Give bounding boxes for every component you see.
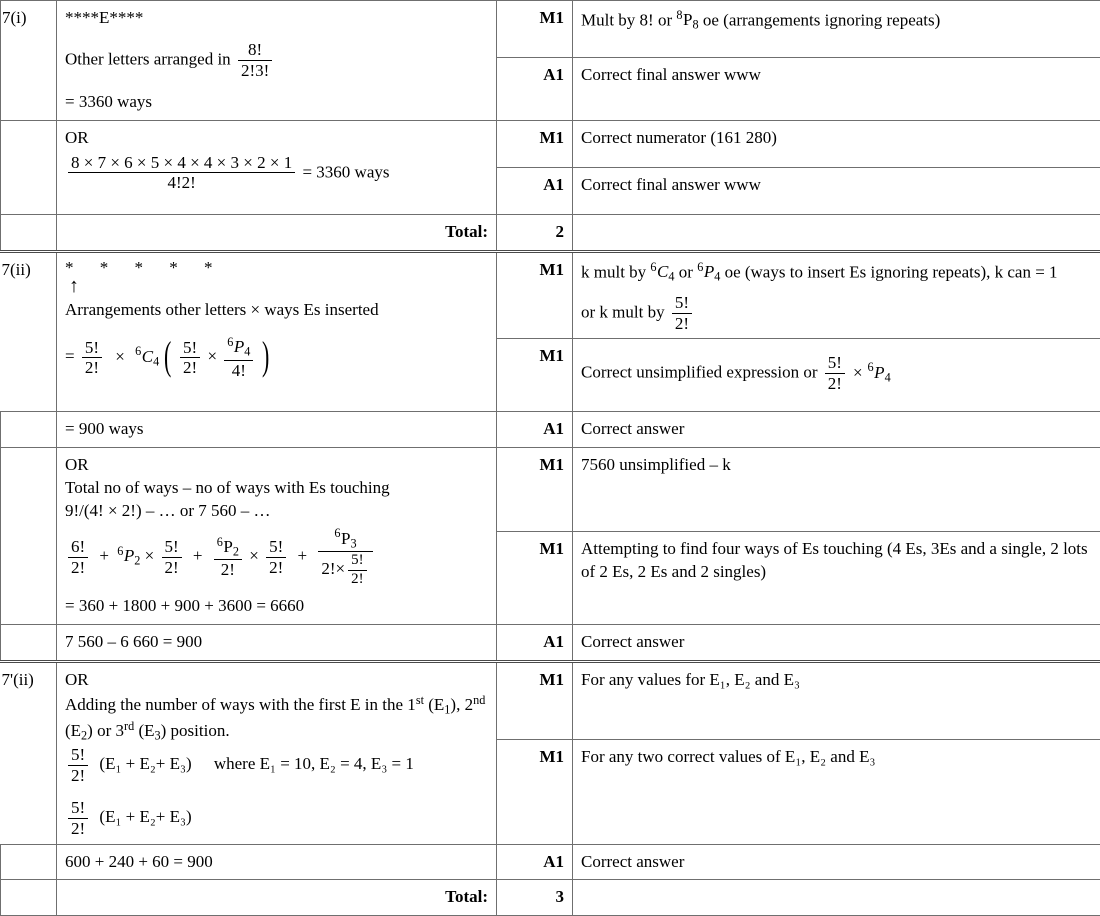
working-cell bbox=[57, 251, 497, 412]
table-row-total bbox=[1, 214, 1100, 251]
fraction: $\frac{5!}{2!}$ bbox=[180, 339, 200, 378]
working-result: = 3360 ways bbox=[65, 91, 488, 114]
table-row bbox=[1, 662, 1100, 739]
table-row bbox=[1, 448, 1100, 532]
table-row-total bbox=[1, 880, 1100, 916]
question-label-cell-empty bbox=[1, 214, 57, 251]
fraction-nested: $^6P_3$ 2!× $\frac{5!}{2!}$ bbox=[318, 527, 372, 587]
working-expression-1 bbox=[65, 746, 488, 785]
working-sum: = 360 + 1800 + 900 + 3600 = 6660 bbox=[65, 595, 488, 618]
working-cell bbox=[57, 1, 497, 121]
question-label-cell bbox=[1, 1, 57, 121]
question-label-cell bbox=[1, 251, 57, 412]
note-line-1: k mult by $^6C_4$ or $^6P_4$ oe (ways to insert Es ignoring repeats), k can = 1 bbox=[581, 259, 1092, 285]
or-label: OR bbox=[65, 669, 488, 692]
working-cell bbox=[57, 412, 497, 448]
question-label-cell-empty bbox=[1, 880, 57, 916]
open-paren: ( bbox=[164, 344, 171, 369]
permutation-notation: $^6P_2$ bbox=[117, 546, 140, 565]
note-cell: Correct final answer www bbox=[573, 167, 1100, 214]
working-text: Other letters arranged in $\frac{8!}{2!3!}$ bbox=[65, 41, 488, 80]
table-row bbox=[1, 412, 1100, 448]
question-label: 7(i) bbox=[2, 7, 48, 30]
note-cell: 7560 unsimplified – k bbox=[573, 448, 1100, 532]
fraction: $\frac{5!}{2!}$ bbox=[82, 339, 102, 378]
expression-body: (E₁ + E₂+ E₃) bbox=[99, 754, 191, 773]
star-pattern: * * * * * bbox=[65, 259, 488, 278]
working-expression-2 bbox=[65, 799, 488, 838]
note-cell bbox=[573, 339, 1100, 412]
expression-body: (E₁ + E₂+ E₃) bbox=[99, 807, 191, 826]
total-mark: 2 bbox=[497, 214, 573, 251]
working-line-1: Total no of ways – no of ways with Es touching bbox=[65, 477, 488, 500]
note-cell: Correct final answer www bbox=[573, 57, 1100, 120]
working-cell bbox=[57, 120, 497, 214]
fraction: $\frac{6!}{2!}$ bbox=[68, 538, 88, 577]
or-label: OR bbox=[65, 127, 488, 150]
permutation-notation: $^8P_8$ bbox=[676, 10, 698, 29]
working-result: 7 560 – 6 660 = 900 bbox=[65, 631, 488, 654]
fraction-numerator bbox=[224, 336, 253, 361]
fraction: $\frac{5!}{2!}$ bbox=[348, 553, 366, 587]
note-line-2: or k mult by $\frac{5!}{2!}$ bbox=[581, 294, 1092, 333]
working-cell bbox=[57, 448, 497, 625]
fraction: $\frac{5!}{2!}$ bbox=[68, 746, 88, 785]
mark-cell: M1 bbox=[497, 251, 573, 339]
working-result: = 900 ways bbox=[65, 418, 488, 441]
working-cell bbox=[57, 625, 497, 662]
fraction-perm: $\frac{^6P_4}{4!}$ bbox=[224, 336, 253, 379]
permutation-notation: $^6P_4$ bbox=[227, 337, 250, 356]
mark-cell: M1 bbox=[497, 662, 573, 739]
working-line-2: 9!/(4! × 2!) – … or 7 560 – … bbox=[65, 500, 488, 523]
working-text: Arrangements other letters × ways Es inserted bbox=[65, 299, 488, 322]
question-label: 7(ii) bbox=[2, 259, 49, 282]
question-label-cell bbox=[1, 662, 57, 844]
total-label: Total: bbox=[57, 880, 497, 916]
mark-cell: M1 bbox=[497, 532, 573, 625]
table-row bbox=[1, 1, 1100, 58]
note-cell: Correct answer bbox=[573, 412, 1100, 448]
note-cell: For any two correct values of E₁, E₂ and E₃ bbox=[573, 739, 1100, 844]
fraction: $\frac{5!}{2!}$ bbox=[68, 799, 88, 838]
note-cell bbox=[573, 1, 1100, 58]
up-arrow-icon: ↑ bbox=[69, 276, 488, 296]
permutation-notation: $^6P_4$ bbox=[868, 363, 891, 382]
mark-cell: M1 bbox=[497, 1, 573, 58]
working-cell bbox=[57, 844, 497, 880]
note-cell bbox=[573, 880, 1100, 916]
or-label: OR bbox=[65, 454, 488, 477]
working-result: 600 + 240 + 60 = 900 bbox=[65, 851, 488, 874]
question-label-cell-empty bbox=[1, 120, 57, 214]
note-cell: Attempting to find four ways of Es touching (4 Es, 3Es and a single, 2 lots of 2 Es, 2 Es and 2 singles) bbox=[573, 532, 1100, 625]
permutation-notation: $^6P_2$ bbox=[217, 537, 239, 556]
permutation-notation: $^6P_4$ bbox=[697, 262, 720, 281]
mark-cell: M1 bbox=[497, 120, 573, 167]
mark-cell: A1 bbox=[497, 167, 573, 214]
mark-cell: M1 bbox=[497, 339, 573, 412]
note-cell: Correct answer bbox=[573, 844, 1100, 880]
note-text: Mult by 8! or $^8P_8$ oe (arrangements ignoring repeats) bbox=[581, 10, 940, 29]
total-mark: 3 bbox=[497, 880, 573, 916]
note-text: Correct unsimplified expression or $\frac{5!}{2!}$ × $^6P_4$ bbox=[581, 354, 1092, 393]
permutation-notation: $^6P_3$ bbox=[334, 529, 356, 548]
fraction-perm: $\frac{^6P_2}{2!}$ bbox=[214, 536, 242, 579]
question-label-cell-empty bbox=[1, 625, 57, 662]
total-label: Total: bbox=[57, 214, 497, 251]
question-label-cell-empty bbox=[1, 412, 57, 448]
fraction: $\frac{5!}{2!}$ bbox=[825, 354, 845, 393]
fraction: $\frac{8!}{2!3!}$ bbox=[238, 41, 272, 80]
note-cell: Correct numerator (161 280) bbox=[573, 120, 1100, 167]
question-label: 7'(ii) bbox=[2, 669, 49, 692]
working-line-1: Adding the number of ways with the first E in the 1st $(E_1)$, 2nd bbox=[65, 692, 488, 718]
combination-notation: $^6C_4$ bbox=[650, 262, 674, 281]
note-cell bbox=[573, 251, 1100, 339]
mark-cell: A1 bbox=[497, 57, 573, 120]
mark-cell: M1 bbox=[497, 739, 573, 844]
working-expression: = $\frac{5!}{2!}$ × $^6C_4$ ( $\frac{5!}{2!}$ × $\frac{^6P_4}{4!}$ ) bbox=[65, 336, 488, 379]
working-result: = 3360 ways bbox=[302, 162, 389, 181]
note-cell bbox=[573, 214, 1100, 251]
table-row bbox=[1, 120, 1100, 167]
mark-cell: A1 bbox=[497, 412, 573, 448]
table-row bbox=[1, 844, 1100, 880]
close-paren: ) bbox=[262, 344, 269, 369]
mark-cell: M1 bbox=[497, 448, 573, 532]
mark-cell: A1 bbox=[497, 625, 573, 662]
fraction: $\frac{8 \times 7 \times 6 \times 5 \times 4 \times 4 \times 3 \times 2 \times 1}{4!2!}$ bbox=[68, 154, 295, 193]
table-row bbox=[1, 251, 1100, 339]
combination-notation: $^6C_4$ bbox=[135, 347, 159, 366]
working-expression: $\frac{6!}{2!}$ + $^6P_2$ × $\frac{5!}{2!}$ + $\frac{^6P_2}{2!}$ × $\frac{5!}{2!}$ + $^6P_3$ 2!× $\frac{5!}{2!}$ bbox=[65, 527, 488, 587]
star-pattern: ****E**** bbox=[65, 7, 488, 30]
working-expression bbox=[65, 154, 488, 193]
question-label-cell-empty bbox=[1, 448, 57, 625]
table-row bbox=[1, 625, 1100, 662]
question-label-cell-empty bbox=[1, 844, 57, 880]
note-cell: Correct answer bbox=[573, 625, 1100, 662]
expression-where: where E₁ = 10, E₂ = 4, E₃ = 1 bbox=[214, 754, 414, 773]
fraction: $\frac{5!}{2!}$ bbox=[672, 294, 692, 333]
fraction: $\frac{5!}{2!}$ bbox=[266, 538, 286, 577]
fraction: $\frac{5!}{2!}$ bbox=[162, 538, 182, 577]
mark-cell: A1 bbox=[497, 844, 573, 880]
working-cell bbox=[57, 662, 497, 844]
note-cell: For any values for E₁, E₂ and E₃ bbox=[573, 662, 1100, 739]
working-line-2: $(E_2)$ or 3rd $(E_3)$ position. bbox=[65, 718, 488, 744]
